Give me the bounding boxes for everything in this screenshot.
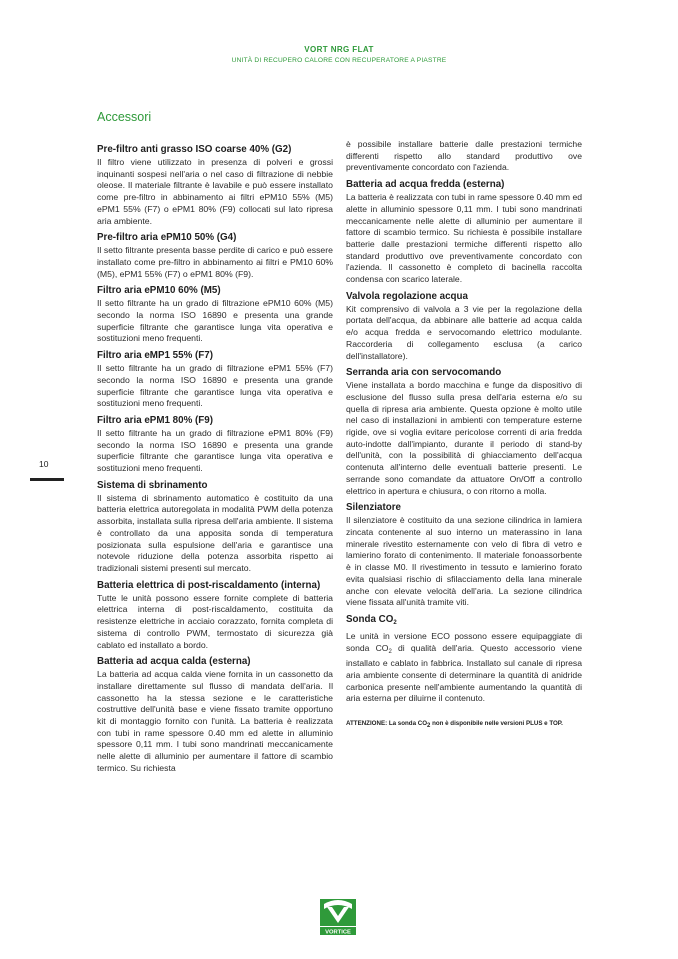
accessory-text: Il setto filtrante ha un grado di filtrazione ePM1 55% (F7) secondo la norma ISO 16890 e presenta una grande superficie filtrante che garantisce lunga vita operativa e sostituzioni meno frequenti. [97,363,333,409]
document-title: VORT NRG FLAT [304,45,374,54]
accessory-title: Silenziatore [346,502,401,514]
accessory-title: Filtro aria ePM1 80% (F9) [97,414,213,426]
accessory-text: La batteria è realizzata con tubi in rame spessore 0.40 mm ed alette in alluminio spessore 0,11 mm. I tubi sono mandrinati meccanicamente nelle alette di alluminio per aumentare il fattore di scambio termico. Su richiesta è possibile installare batterie dalle prestazioni termiche differenti rispetto allo standard produttivo ove preventivamente concordato con l'azienda. Il cassonetto è completo di bacinella raccolta condensa con scarico laterale. [346,192,582,285]
accessory-text: Il setto filtrante ha un grado di filtrazione ePM1 80% (F9) secondo la norma ISO 16890 e presenta una grande superficie filtrante che garantisce lunga vita operativa e sostituzioni meno frequenti. [97,427,333,474]
section-title: Accessori [97,110,152,124]
accessory-title: Valvola regolazione acqua [346,290,468,302]
accessory-text: Viene installata a bordo macchina e funge da dispositivo di esclusione del flusso sulla presa dell'aria esterna e/o su quella di ripresa aria ambiente. Questa opzione è molto utile nel caso di installazioni in ambienti con temperature esterne rigide, ove si voglia evitare pericolose correnti di aria fredda auto-indotte dall'impianto, durante il periodo di stand-by dell'unità, con la possibilità di ghiacciamento dell'acqua contenuta all'interno delle eventuali batterie presenti. Le serrande sono comandate da attuatore On/Off a controllo elettrico in apertura e chiusura, o con ritorno a molla. [346,380,582,496]
accessory-text-continued: è possibile installare batterie dalle prestazioni termiche differenti rispetto allo standard produttivo ove preventivamente concordato con l'azienda. [346,139,582,173]
accessory-title: Sistema di sbrinamento [97,479,208,491]
accessory-block [97,479,333,575]
page-header [0,44,678,66]
accessory-block [346,139,582,174]
accessory-block [97,414,333,475]
sonda-text-part2: di qualità dell'aria. Questo accessorio viene installato e cablato in fabbrica. Installato sul canale di ripresa aria ambiente consente di determinare la quantità di anidride carbonica presente nell'ambiente aumentando la quantità di aria esterna per diluirne il contenuto. [346,642,583,704]
accessory-title: Serranda aria con servocomando [346,367,502,379]
accessory-block [97,655,333,774]
accessory-text: Kit comprensivo di valvola a 3 vie per la regolazione della portata dell'acqua, da abbinare alle batterie ad acqua calda e/o acqua fredda e servocomando elettrico modulante. Raccorderia di collegamento esclusa (a carico dell'installatore). [346,303,582,361]
page-marker-bar [30,478,64,481]
accessory-title: Batteria ad acqua fredda (esterna) [346,179,505,191]
sonda-title-sub: 2 [393,619,397,626]
accessory-block [97,349,333,410]
accessory-block [97,284,333,345]
page-number: 10 [39,459,49,469]
vortice-logo [319,898,357,936]
attention-note [346,719,582,731]
accessory-title: Pre-filtro anti grasso ISO coarse 40% (G2) [97,144,292,155]
accessory-text: Il filtro viene utilizzato in presenza di polveri e grossi inquinanti sospesi nell'aria o nel caso di filtrazione di nebbie oleose. Il materiale filtrante è lavabile e può essere installato come pre-filtro in abbinamento ai filtri ePM10 55% (M5) ePM1 55% (F7) o ePM1 80% (F9) collocati sul lato ripresa aria ambiente. [97,157,333,226]
accessory-title: Batteria elettrica di post-riscaldamento (interna) [97,579,321,591]
accessory-title: Batteria ad acqua calda (esterna) [97,656,251,668]
accessory-block [346,290,582,363]
accessory-title: Filtro aria eMP1 55% (F7) [97,350,213,362]
accessory-block [346,178,582,286]
accessory-text: Tutte le unità possono essere fornite complete di batteria elettrica interna di post-riscaldamento, costituita da resistenze elettriche in acciaio corazzato, fornita completa di sistema di controllo PWM, termostato di sicurezza già cablato ed installato a bordo. [97,592,333,650]
accessory-block [97,579,333,652]
accessory-block [346,501,582,609]
accessory-text: Il silenziatore è costituito da una sezione cilindrica in lamiera zincata contenente al suo interno un materassino in lana minerale rivestito esternamente con velo di fibra di vetro e lamierino forato di contenimento. Il materiale fonoassorbente è in classe M0. Il rivestimento in tessuto e lamierino forato evita qualsiasi rischio di sfilacciamento della lana minerale anche con elevate velocità dell'aria. La sezione cilindrica viene fissata all'unità tramite viti. [346,515,582,608]
note-part1: ATTENZIONE: La sonda CO [346,720,428,728]
accessory-text: La batteria ad acqua calda viene fornita in un cassonetto da installare direttamente sul flusso di mandata dell'aria. Il cassonetto ha la stessa sezione e le caratteristiche costruttive dell'unità base e viene fissato tramite opportuno kit di montaggio fornito con l'unità. La batteria è realizzata con tubi in rame spessore 0.40 mm ed alette in alluminio spessore 0,11 mm. I tubi sono mandrinati meccanicamente nelle alette di alluminio per aumentare il fattore di scambio termico. Su richiesta [97,669,333,773]
note-part2: non è disponibile nelle versioni PLUS e TOP. [430,720,563,728]
accessory-block [346,366,582,497]
right-column [346,139,582,731]
accessory-text: Il sistema di sbrinamento automatico è costituito da una batteria elettrica autoregolata in modalità PWM della potenza assorbita, installata sulla ripresa dell'aria ambiente. Il sistema è controllato da una apposita sonda di temperatura posizionata sulla espulsione dell'aria e garantisce una notevole riduzione della potenza assorbita rispetto ai tradizionali sistemi presenti sul mercato. [97,492,333,573]
document-subtitle: UNITÀ DI RECUPERO CALORE CON RECUPERATORE A PIASTRE [231,57,447,64]
accessory-text: Il setto filtrante presenta basse perdite di carico e può essere installato come pre-filtro in abbinamento ai filtri e PM10 60% (M5), ePM1 55% (F7) o ePM1 80% (F9). [97,245,333,279]
accessory-block [97,143,333,227]
accessory-block [97,231,333,280]
accessory-text [346,631,582,705]
accessory-title: Filtro aria ePM10 60% (M5) [97,285,221,297]
accessory-title [346,613,582,630]
sonda-text-sub: 2 [388,648,392,655]
vortice-logo-icon [319,898,357,936]
logo-text: VORTICE [325,929,351,936]
accessory-title: Pre-filtro aria ePM10 50% (G4) [97,232,237,244]
accessory-text: Il setto filtrante ha un grado di filtrazione ePM10 60% (M5) secondo la norma ISO 16890 e presenta una grande superficie filtrante che garantisce lunga vita operativa e sostituzioni meno frequenti. [97,298,333,344]
sonda-title-main: Sonda CO [346,613,394,625]
note-sub: 2 [427,723,431,730]
left-column [97,143,333,779]
sonda-text-part1: Le unità in versione ECO possono essere equipaggiate di sonda CO [346,630,582,653]
accessory-block-sonda [346,613,582,705]
